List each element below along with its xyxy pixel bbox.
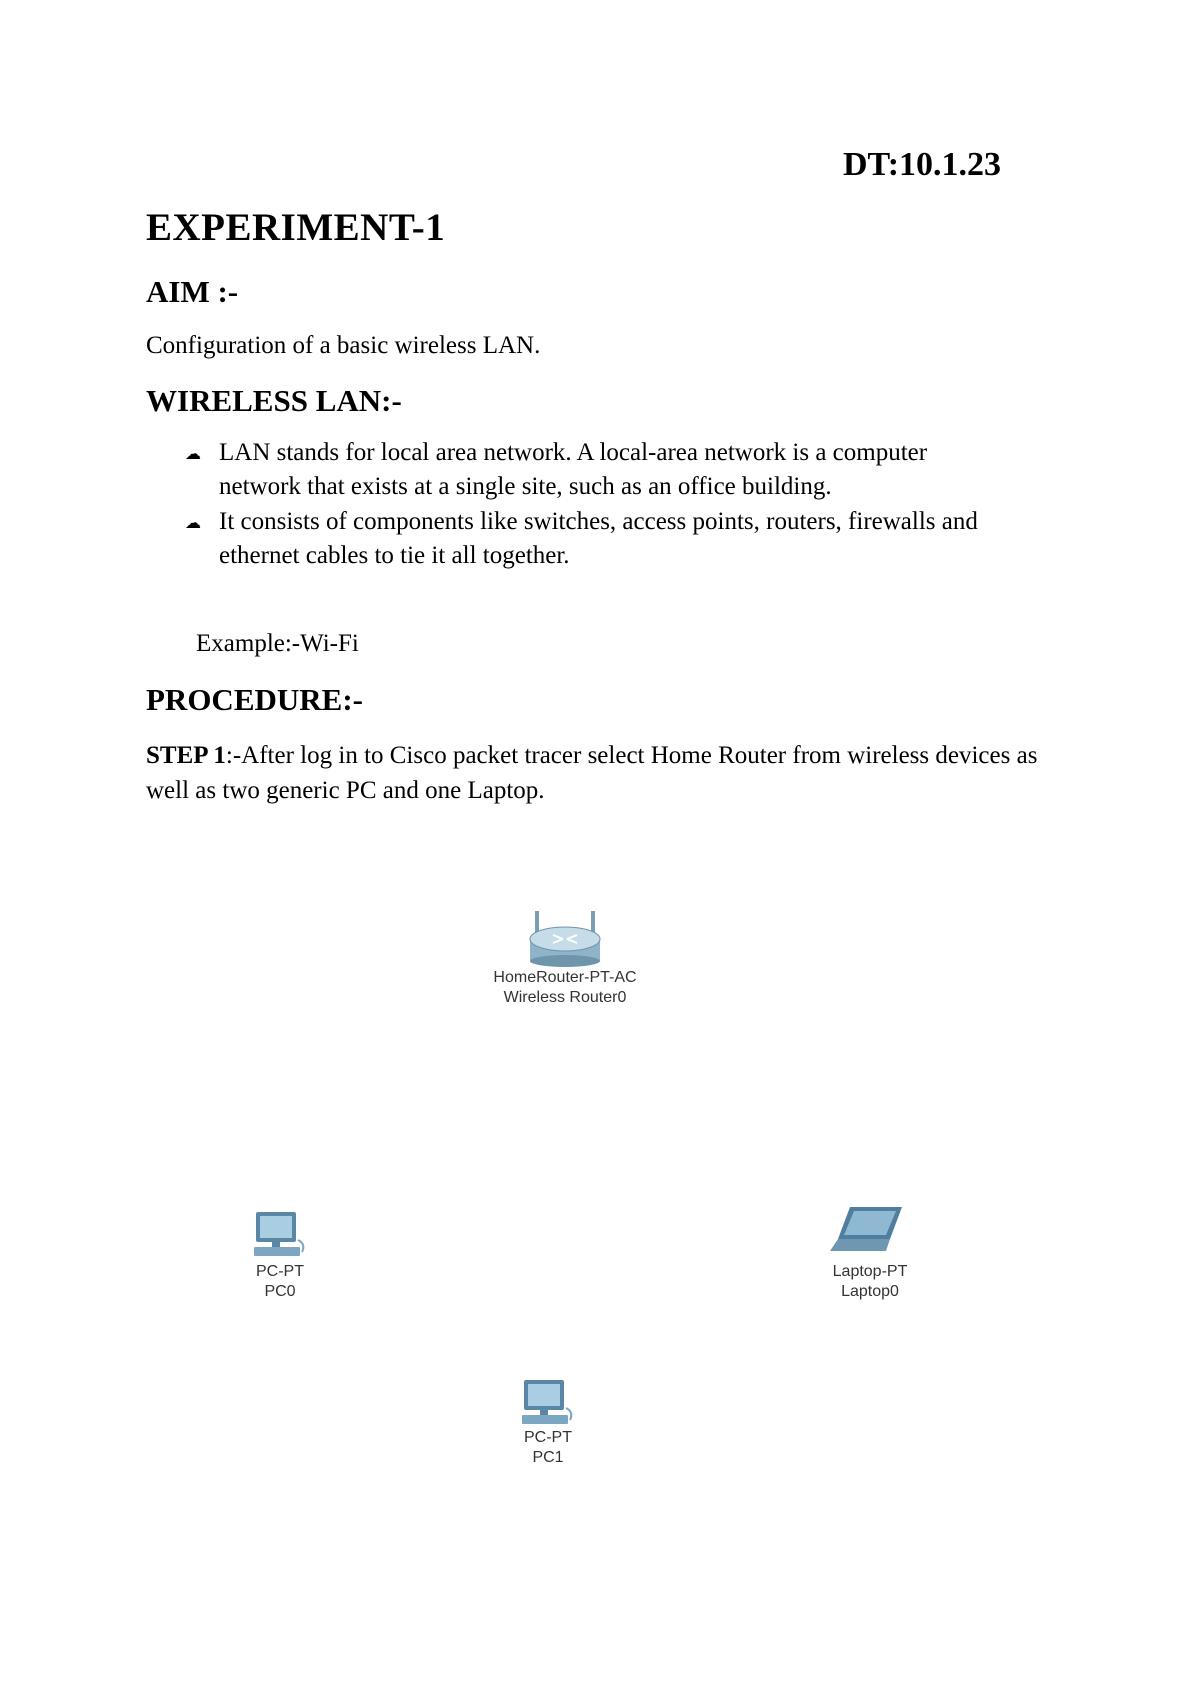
laptop-name: Laptop0 <box>841 1283 899 1300</box>
wireless-lan-heading: WIRELESS LAN:- <box>146 383 402 418</box>
laptop-type: Laptop-PT <box>832 1263 908 1280</box>
pc0-type: PC-PT <box>256 1263 304 1280</box>
router-name: Wireless Router0 <box>503 989 627 1006</box>
step-1-text <box>146 738 1046 808</box>
pc1-name: PC1 <box>532 1449 564 1466</box>
laptop-label <box>810 1262 930 1302</box>
pc1-type: PC-PT <box>524 1429 572 1446</box>
date-label: DT:10.1.23 <box>843 146 1002 183</box>
pc1-label <box>488 1428 608 1468</box>
router-type: HomeRouter-PT-AC <box>493 969 637 986</box>
bullet-list <box>185 436 985 574</box>
bullet-icon: ☁ <box>185 515 201 532</box>
bullet-icon: ☁ <box>185 446 201 463</box>
list-item <box>185 505 985 573</box>
bullet-text: It consists of components like switches, access points, routers, firewalls and ethernet cables to tie it all together. <box>219 508 978 569</box>
aim-heading: AIM :- <box>146 274 239 309</box>
step-1-body: :-After log in to Cisco packet tracer select Home Router from wireless devices as well as two generic PC and one Laptop. <box>146 742 1038 804</box>
list-item <box>185 436 985 504</box>
bullet-text: LAN stands for local area network. A local-area network is a computer network that exists at a single site, such as an office building. <box>219 439 928 500</box>
laptop-icon[interactable] <box>828 1205 904 1255</box>
step-1-label: STEP 1 <box>146 742 226 769</box>
wireless-router-icon[interactable] <box>520 905 610 967</box>
desktop-pc-icon[interactable] <box>252 1210 308 1260</box>
procedure-heading: PROCEDURE:- <box>146 682 363 717</box>
aim-text: Configuration of a basic wireless LAN. <box>146 332 541 359</box>
desktop-pc-icon[interactable] <box>520 1378 576 1428</box>
pc0-label <box>220 1262 340 1302</box>
page-title: EXPERIMENT-1 <box>146 206 446 249</box>
example-text: Example:-Wi-Fi <box>196 630 359 657</box>
pc0-name: PC0 <box>264 1283 296 1300</box>
router-label <box>465 968 665 1008</box>
